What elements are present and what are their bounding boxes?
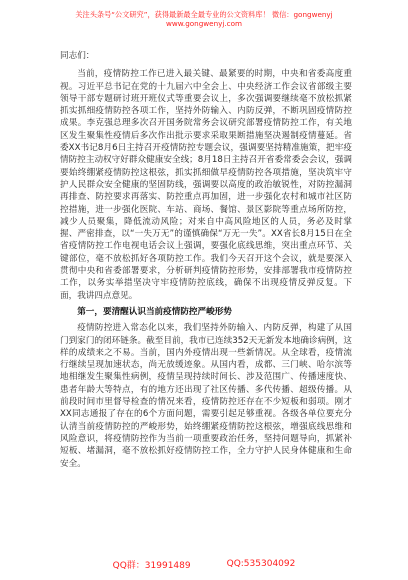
section-heading: 第一，要清醒认识当前疫情防控严峻形势: [77, 306, 232, 317]
promo-banner-text: 关注头条号“公文研究”，获得最新最全最专业的公文资料库！ 微信：gongwenyj: [75, 10, 333, 19]
qq-group: QQ群：31991489: [112, 560, 191, 571]
intro-paragraph: 当前，疫情防控工作已进入最关键、最紧要的时期，中央和省委高度重视。习近平总书记在党的十九届六中全会上、中央经济工作会议省部级主要领导干部专题研讨班开班仪式等重要会议上，多次强调要继续毫不放松抓紧抓实抓细疫情防控各项工作，坚持外防输入、内防反弹，不断巩固疫情防控成果。李克强总理多次召开国务院常务会议研究部署疫情防控工作，有关地区发生聚集性疫情后多次作出批示要求采取果断措施坚决遏制疫情蔓延。省委XX书记8月6日主持召开疫情防控专题会议，强调要坚持精准施策，把牢疫情防控主动权守好群众健康安全线；8月18日主持召开省委常委会会议，强调要始终绷紧疫情防控这根弦，抓实抓细做早疫情防控各项措施，坚决筑牢守护人民群众安全健康的坚固防线，强调要以高度的政治敏锐性，对防控漏洞再排查、防控要求再落实、防控重点再加固，进一步强化农村和城市社区防控措施，进一步强化医院、车站、商场、餐馆、景区影院等重点场所防控，减少人员聚集，降低流动风险；对来自中高风险地区的人员，务必及时掌握、严密排查，以“一失万无”的谨慎确保“万无一失”。XX省长8月15日在全省疫情防控工作电视电话会议上强调，要强化底线思维，突出重点环节、关键部位，毫不放松抓好各项防控工作。我们今天召开这个会议，就是要深入贯彻中央和省委部署要求，分析研判疫情防控形势，安排部署我市疫情防控工作，以务实举措坚决守牢疫情防控底线，确保不出现疫情反弹反复。下面，我讲四点意见。: [60, 69, 352, 301]
promo-banner-url[interactable]: www.gongwenyj.com: [165, 19, 243, 28]
salutation: 同志们：: [60, 51, 95, 61]
section-paragraph: 疫情防控进入常态化以来，我们坚持外防输入、内防反弹，构建了从国门到家门的闭环链条。截至目前，我市已连续352天无新发本地确诊病例，这样的成绩来之不易。当前，国内外疫情出现一些新情况。从全球看，疫情流行继续呈现加速状态，尚无放缓迹象。从国内看，成都、三门峡、哈尔滨等地相继发生聚集性病例，疫情呈现持续时间长、涉及范围广、传播速度快、患者年龄大等特点，有的地方还出现了社区传播、多代传播、超级传播。从前段时间市里督导检查的情况来看，疫情防控还存在不少短板和弱项。刚才XX同志通报了存在的6个方面问题，需要引起足够重视。各级各单位要充分认清当前疫情防控的严峻形势，始终绷紧疫情防控这根弦，增强底线思维和风险意识，将疫情防控作为当前一项重要政治任务，坚持问题导向，抓紧补短板、堵漏洞，毫不放松抓好疫情防控工作，全力守护人民身体健康和生命安全。: [60, 323, 352, 469]
document-body: [60, 50, 352, 540]
contact-footer: [0, 556, 408, 572]
qq-number: QQ:535304092: [226, 559, 296, 569]
promo-banner: [0, 0, 408, 42]
